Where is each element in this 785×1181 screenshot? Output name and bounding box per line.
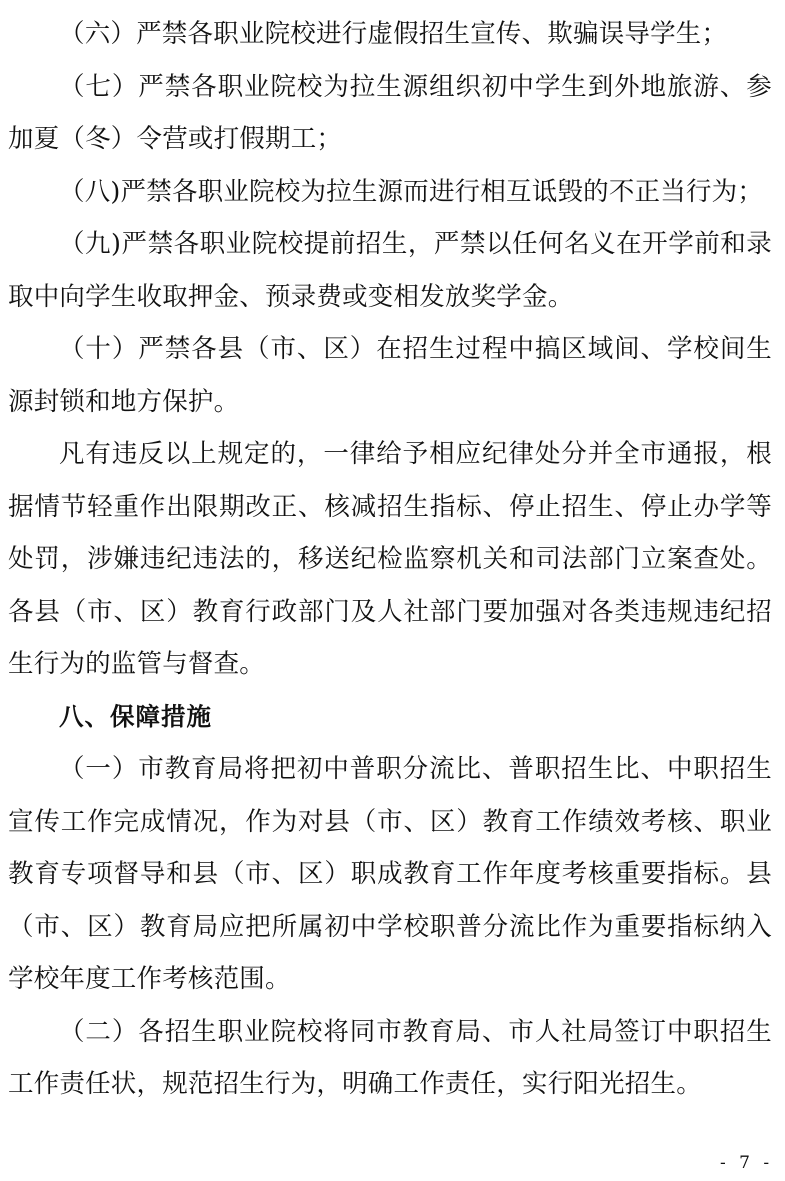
section-paragraph-1: （一）市教育局将把初中普职分流比、普职招生比、中职招生宣传工作完成情况，作为对县（市、区）教育工作绩效考核、职业教育专项督导和县（市、区）职成教育工作年度考核重要指标。县（市、区）教育局应把所属初中学校职普分流比作为重要指标纳入学校年度工作考核范围。 [8, 754, 772, 994]
paragraph-item-9: （九)严禁各职业院校提前招生，严禁以任何名义在开学前和录取中向学生收取押金、预录费或变相发放奖学金。 [8, 229, 772, 312]
section-paragraph-2: （二）各招生职业院校将同市教育局、市人社局签订中职招生工作责任状，规范招生行为，明确工作责任，实行阳光招生。 [8, 1016, 772, 1099]
section-heading: 八、保障措施 [59, 701, 212, 731]
paragraph-penalties: 凡有违反以上规定的，一律给予相应纪律处分并全市通报，根据情节轻重作出限期改正、核减招生指标、停止招生、停止办学等处罚，涉嫌违纪违法的，移送纪检监察机关和司法部门立案查处。各县（市、区）教育行政部门及人社部门要加强对各类违规违纪招生行为的监管与督查。 [8, 439, 772, 679]
paragraph-item-6: （六）严禁各职业院校进行虚假招生宣传、欺骗误导学生； [59, 19, 728, 49]
document-body [8, 8, 772, 1111]
paragraph-item-7: （七）严禁各职业院校为拉生源组织初中学生到外地旅游、参加夏（冬）令营或打假期工； [8, 71, 772, 154]
paragraph-item-8: （八)严禁各职业院校为拉生源而进行相互诋毁的不正当行为； [59, 176, 764, 207]
page-number: - 7 - [720, 1153, 774, 1173]
paragraph-item-10: （十）严禁各县（市、区）在招生过程中搞区域间、学校间生源封锁和地方保护。 [8, 334, 772, 417]
